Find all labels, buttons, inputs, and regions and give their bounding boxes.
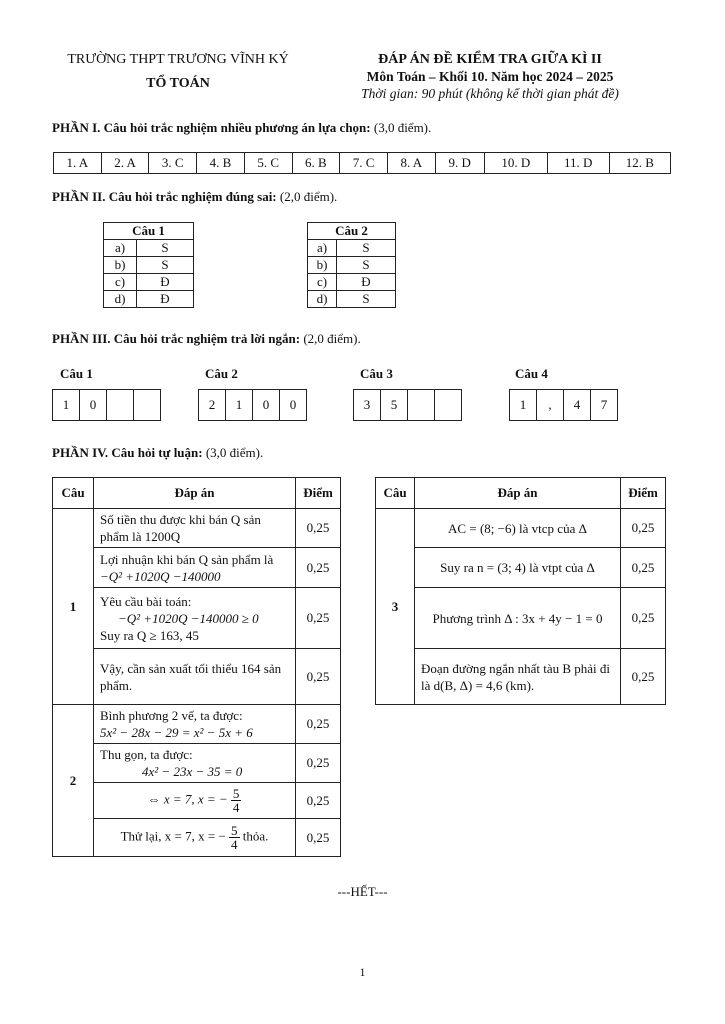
answer-line: [94, 744, 296, 783]
answer-cell: 3: [354, 390, 381, 421]
points: 0,25: [296, 819, 341, 857]
part1-score: (3,0 điểm).: [373, 120, 432, 135]
item-label: b): [104, 257, 137, 274]
question-number: 2: [53, 705, 94, 857]
col-points: Điểm: [296, 478, 341, 509]
part3-score: (2,0 điểm).: [303, 331, 361, 346]
school-name: TRƯỜNG THPT TRƯƠNG VĨNH KÝ: [67, 52, 289, 67]
item-answer: Đ: [137, 274, 194, 291]
col-question: Câu: [376, 478, 415, 509]
document-title: ĐÁP ÁN ĐỀ KIỂM TRA GIỮA KÌ II: [378, 52, 602, 67]
item-answer: Đ: [137, 291, 194, 308]
points: 0,25: [621, 588, 666, 649]
answer-cell: [435, 390, 462, 421]
question-number: 1: [53, 509, 94, 705]
essay-table-left: [52, 477, 341, 857]
part3-title: PHẦN III. Câu hỏi trắc nghiệm trả lời ngắn:: [52, 331, 301, 346]
item-answer: S: [337, 240, 396, 257]
formula: Thử lại, x = 7, x = −: [120, 828, 226, 844]
essay-table-right: [375, 477, 666, 705]
answer-line: AC = (8; −6) là vtcp của Δ: [415, 509, 621, 548]
mc-answer: 4. B: [197, 153, 245, 174]
short-q1-title: Câu 1: [60, 366, 93, 381]
answer-cell: 5: [381, 390, 408, 421]
formula: −Q² +1020Q −140000: [100, 568, 221, 584]
answer-cell: 7: [591, 390, 618, 421]
part3-heading: [52, 331, 361, 347]
points: 0,25: [296, 649, 341, 705]
short-q2-title: Câu 2: [205, 366, 238, 381]
formula: 5x² − 28x − 29 = x² − 5x + 6: [100, 725, 253, 740]
item-label: a): [308, 240, 337, 257]
short-q1-boxes: [52, 389, 161, 421]
mc-answer: 12. B: [609, 153, 670, 174]
item-label: d): [308, 291, 337, 308]
part1-answer-table: [53, 152, 671, 174]
page-number: 1: [359, 965, 366, 979]
part2-score: (2,0 điểm).: [279, 189, 338, 204]
answer-line: Đoạn đường ngắn nhất tàu B phải đi là d(B, Δ) = 4,6 (km).: [415, 649, 621, 705]
answer-cell: 4: [564, 390, 591, 421]
mc-answer: 2. A: [101, 153, 149, 174]
mc-answer: 1. A: [54, 153, 102, 174]
item-label: c): [104, 274, 137, 291]
part4-score: (3,0 điểm).: [205, 445, 264, 460]
short-q3-title: Câu 3: [360, 366, 393, 381]
points: 0,25: [296, 744, 341, 783]
item-answer: S: [137, 240, 194, 257]
answer-cell: 1: [226, 390, 253, 421]
answer-cell: 1: [53, 390, 80, 421]
col-answer: Đáp án: [415, 478, 621, 509]
part2-q1-table: [103, 222, 194, 308]
item-answer: S: [337, 257, 396, 274]
short-q4-boxes: [509, 389, 618, 421]
answer-text: Suy ra Q ≥ 163, 45: [100, 627, 199, 643]
part4-title: PHẦN IV. Câu hỏi tự luận:: [52, 445, 203, 460]
col-points: Điểm: [621, 478, 666, 509]
short-q3-boxes: [353, 389, 462, 421]
answer-cell: 0: [80, 390, 107, 421]
end-marker: ---HẾT---: [337, 884, 388, 899]
mc-answer: 5. C: [244, 153, 292, 174]
part4-heading: [52, 445, 263, 461]
points: 0,25: [621, 649, 666, 705]
fraction: [231, 787, 242, 814]
part1-heading: [52, 120, 431, 136]
formula: −Q² +1020Q −140000 ≥ 0: [118, 610, 259, 626]
answer-line: Vậy, cần sản xuất tối thiểu 164 sản phẩm.: [94, 649, 296, 705]
part2-title: PHẦN II. Câu hỏi trắc nghiệm đúng sai:: [52, 189, 277, 204]
item-label: a): [104, 240, 137, 257]
answer-cell: 1: [510, 390, 537, 421]
answer-line: [94, 819, 296, 857]
points: 0,25: [621, 509, 666, 548]
time-line: Thời gian: 90 phút (không kể thời gian phát đề): [361, 86, 619, 101]
answer-line: [94, 783, 296, 819]
denominator: 4: [231, 837, 238, 852]
part1-title: PHẦN I. Câu hỏi trắc nghiệm nhiều phương án lựa chọn:: [52, 120, 371, 135]
answer-cell: [408, 390, 435, 421]
answer-cell: 2: [199, 390, 226, 421]
answer-line: [94, 548, 296, 588]
mc-answer: 8. A: [387, 153, 435, 174]
mc-answer: 11. D: [547, 153, 609, 174]
formula: 4x² − 23x − 35 = 0: [142, 764, 243, 779]
item-label: c): [308, 274, 337, 291]
col-question: Câu: [53, 478, 94, 509]
mc-answer: 9. D: [435, 153, 484, 174]
department-name: TỔ TOÁN: [146, 76, 210, 91]
points: 0,25: [296, 783, 341, 819]
fraction: [229, 824, 240, 851]
col-answer: Đáp án: [94, 478, 296, 509]
answer-cell: ,: [537, 390, 564, 421]
mc-answer: 6. B: [292, 153, 340, 174]
answer-line: [94, 705, 296, 744]
answer-text: Bình phương 2 vế, ta được:: [100, 708, 243, 723]
subject-line: Môn Toán – Khối 10. Năm học 2024 – 2025: [366, 69, 614, 84]
answer-cell: 0: [280, 390, 307, 421]
points: 0,25: [296, 705, 341, 744]
points: 0,25: [296, 588, 341, 649]
points: 0,25: [296, 548, 341, 588]
points: 0,25: [296, 509, 341, 548]
answer-line: Số tiền thu được khi bán Q sản phẩm là 1200Q: [94, 509, 296, 548]
answer-cell: 0: [253, 390, 280, 421]
answer-line: [94, 588, 296, 649]
numerator: 5: [232, 786, 240, 801]
mc-answer: 7. C: [340, 153, 388, 174]
answer-text: Thu gọn, ta được:: [100, 747, 193, 762]
answer-text: Yêu cầu bài toán:: [100, 593, 192, 609]
item-label: b): [308, 257, 337, 274]
item-label: d): [104, 291, 137, 308]
short-q2-boxes: [198, 389, 307, 421]
question-number: 3: [376, 509, 415, 705]
answer-line: Phương trình Δ : 3x + 4y − 1 = 0: [415, 588, 621, 649]
part2-heading: [52, 189, 337, 205]
q2-title: Câu 2: [308, 223, 396, 240]
item-answer: S: [137, 257, 194, 274]
q1-title: Câu 1: [104, 223, 194, 240]
mc-answer: 10. D: [484, 153, 547, 174]
formula: ⇔ x = 7, x = −: [147, 791, 228, 807]
answer-text: Lợi nhuận khi bán Q sản phẩm là: [100, 551, 274, 567]
answer-cell: [107, 390, 134, 421]
short-q4-title: Câu 4: [515, 366, 548, 381]
item-answer: S: [337, 291, 396, 308]
points: 0,25: [621, 548, 666, 588]
denominator: 4: [232, 800, 240, 815]
answer-line: Suy ra n = (3; 4) là vtpt của Δ: [415, 548, 621, 588]
part2-q2-table: [307, 222, 396, 308]
mc-answer: 3. C: [149, 153, 197, 174]
item-answer: Đ: [337, 274, 396, 291]
answer-cell: [134, 390, 161, 421]
answer-text: thỏa.: [242, 828, 269, 844]
numerator: 5: [231, 823, 238, 838]
